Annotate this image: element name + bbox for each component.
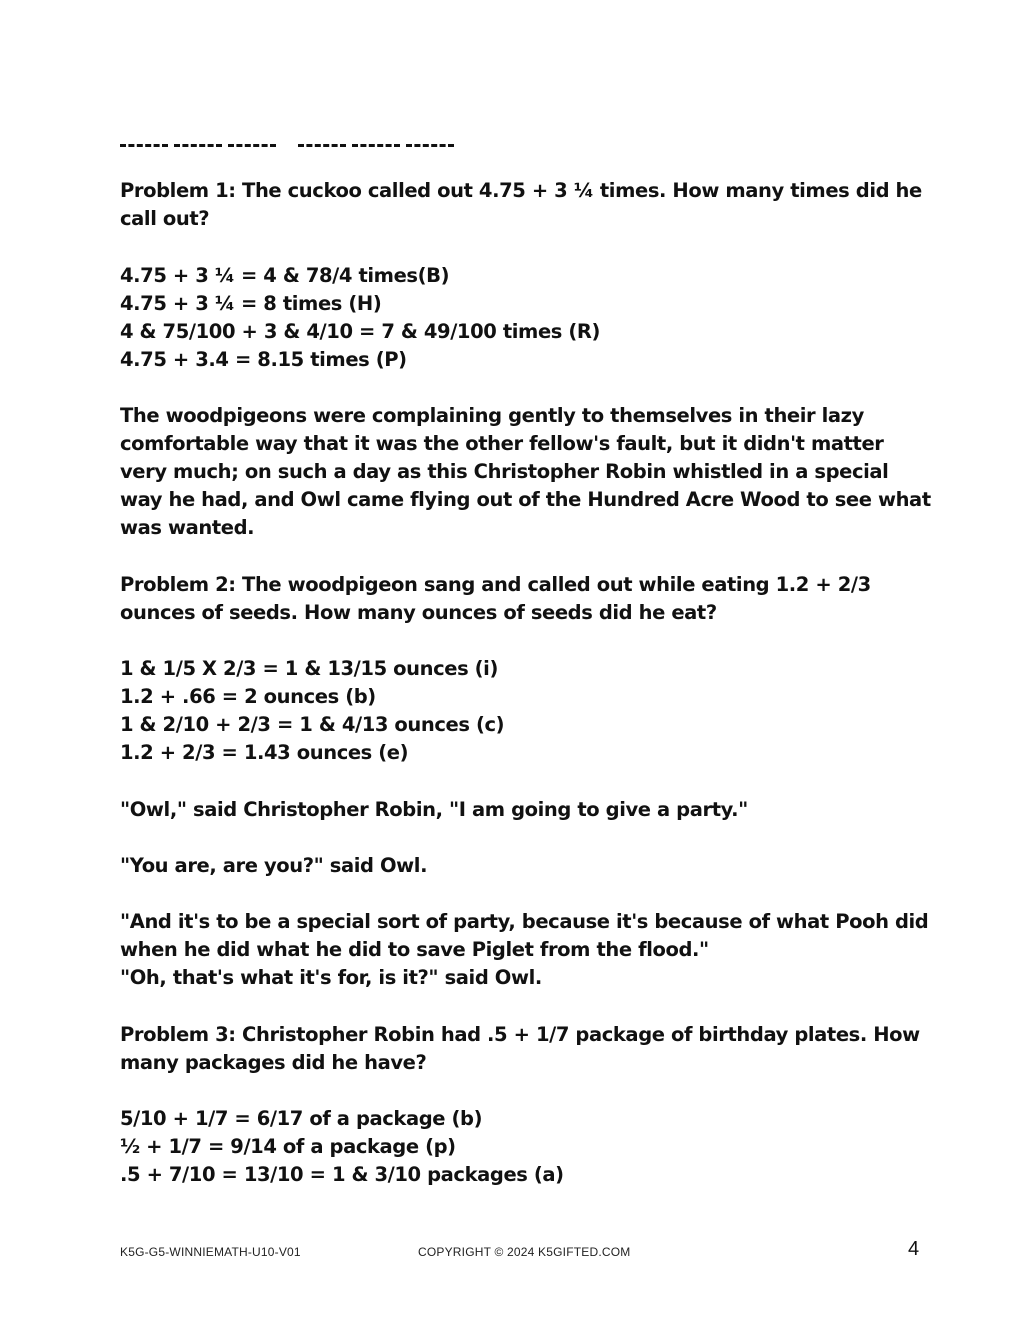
problem-3-question-line-1 xyxy=(120,1021,920,1049)
problem-3-option-1: 5/10 + 1/7 = 6/17 of a package (b) xyxy=(120,1107,483,1130)
story-1-line-4: way he had, and Owl came flying out of the Hundred Acre Wood to see what xyxy=(120,488,931,511)
story-1-line-1: The woodpigeons were complaining gently to themselves in their lazy xyxy=(120,404,864,427)
problem-3-label: Problem 3: xyxy=(120,1023,236,1046)
problem-3-question-line-2: many packages did he have? xyxy=(120,1051,427,1074)
problem-3-option-2: ½ + 1/7 = 9/14 of a package (p) xyxy=(120,1135,456,1158)
problem-2-option-2: 1.2 + .66 = 2 ounces (b) xyxy=(120,685,376,708)
answer-blank-2 xyxy=(174,144,222,147)
answer-blank-5 xyxy=(352,144,400,147)
story-2-paragraph-3-line-1: "And it's to be a special sort of party, because it's because of what Pooh did xyxy=(120,910,929,933)
problem-1-question-line-2: call out? xyxy=(120,207,210,230)
story-1-line-3: very much; on such a day as this Christopher Robin whistled in a special xyxy=(120,460,889,483)
problem-1-text-1: The cuckoo called out 4.75 + 3 ¼ times. How many times did he xyxy=(235,179,922,202)
story-2-paragraph-2: "You are, are you?" said Owl. xyxy=(120,854,428,877)
page-number: 4 xyxy=(908,1238,920,1260)
answer-blanks xyxy=(120,136,460,152)
problem-2-text-1: The woodpigeon sang and called out while eating 1.2 + 2/3 xyxy=(235,573,871,596)
answer-blank-6 xyxy=(406,144,454,147)
problem-2-option-1: 1 & 1/5 X 2/3 = 1 & 13/15 ounces (i) xyxy=(120,657,498,680)
footer-copyright: COPYRIGHT © 2024 K5GIFTED.COM xyxy=(418,1245,631,1259)
problem-1-option-1: 4.75 + 3 ¼ = 4 & 78/4 times(B) xyxy=(120,264,450,287)
problem-1-question-line-1 xyxy=(120,177,922,205)
problem-2-question-line-1 xyxy=(120,571,871,599)
problem-1-label: Problem 1: xyxy=(120,179,236,202)
answer-blank-1 xyxy=(120,144,168,147)
problem-3-text-1: Christopher Robin had .5 + 1/7 package of birthday plates. How xyxy=(235,1023,920,1046)
problem-1-option-2: 4.75 + 3 ¼ = 8 times (H) xyxy=(120,292,382,315)
problem-2-option-4: 1.2 + 2/3 = 1.43 ounces (e) xyxy=(120,741,409,764)
problem-1-option-3: 4 & 75/100 + 3 & 4/10 = 7 & 49/100 times (R) xyxy=(120,320,601,343)
problem-2-question-line-2: ounces of seeds. How many ounces of seeds did he eat? xyxy=(120,601,717,624)
problem-2-label: Problem 2: xyxy=(120,573,236,596)
problem-1-option-4: 4.75 + 3.4 = 8.15 times (P) xyxy=(120,348,407,371)
footer-document-code: K5G-G5-WINNIEMATH-U10-V01 xyxy=(120,1245,301,1259)
answer-blank-4 xyxy=(298,144,346,147)
problem-2-option-3: 1 & 2/10 + 2/3 = 1 & 4/13 ounces (c) xyxy=(120,713,505,736)
answer-blank-3 xyxy=(228,144,276,147)
story-2-paragraph-4: "Oh, that's what it's for, is it?" said Owl. xyxy=(120,966,542,989)
problem-3-option-3: .5 + 7/10 = 13/10 = 1 & 3/10 packages (a) xyxy=(120,1163,564,1186)
story-2-paragraph-1: "Owl," said Christopher Robin, "I am going to give a party." xyxy=(120,798,748,821)
story-1-line-2: comfortable way that it was the other fellow's fault, but it didn't matter xyxy=(120,432,884,455)
story-2-paragraph-3-line-2: when he did what he did to save Piglet from the flood." xyxy=(120,938,709,961)
story-1-line-5: was wanted. xyxy=(120,516,255,539)
